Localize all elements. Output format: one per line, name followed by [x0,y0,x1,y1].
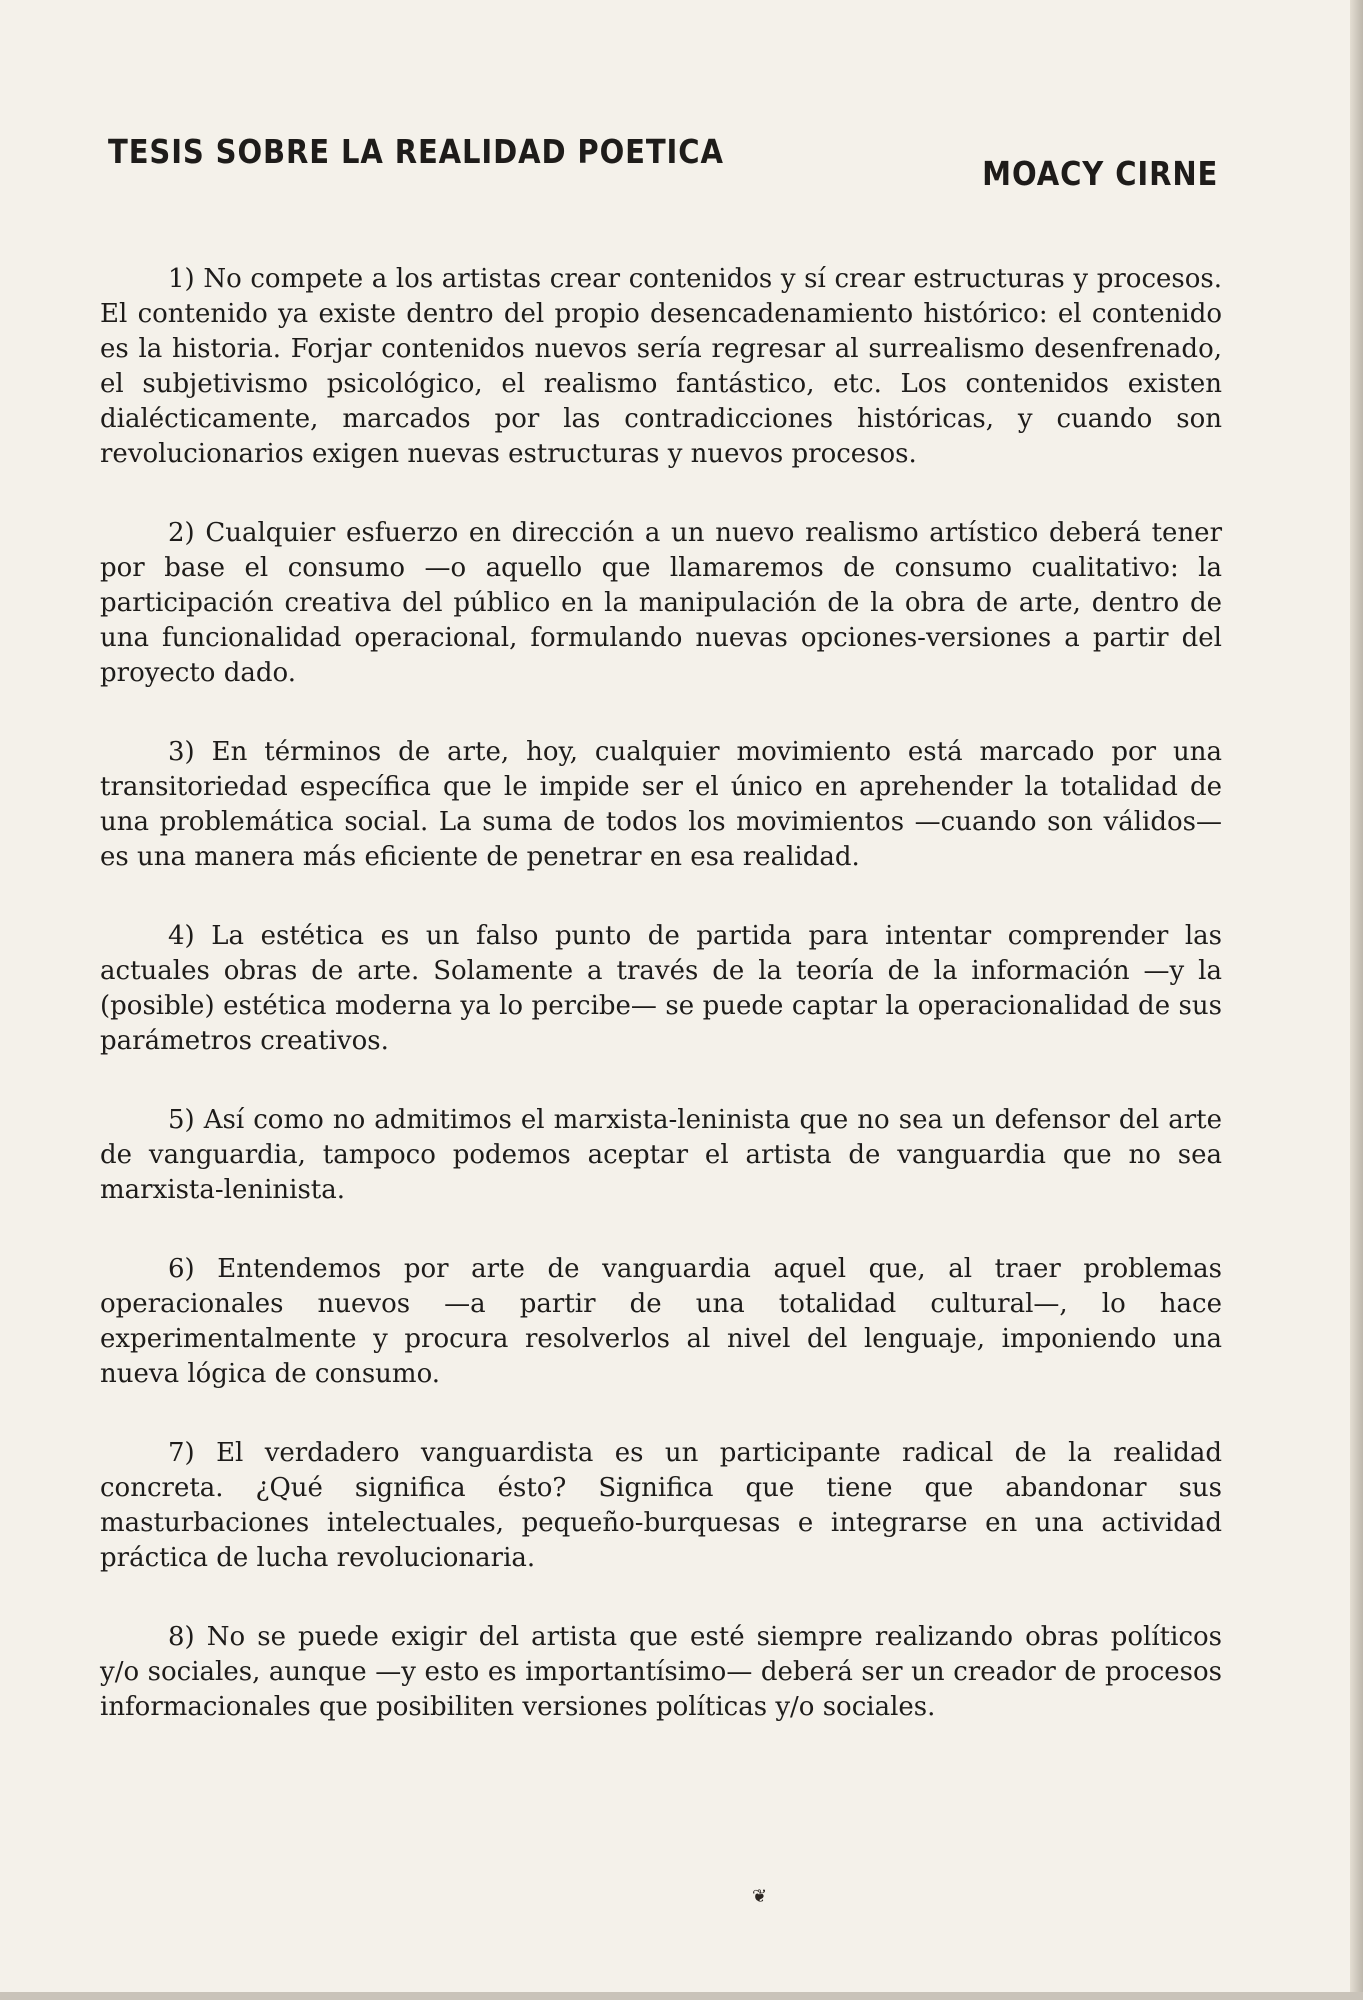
thesis-2 [100,516,1222,691]
ink-spot-mark: ❦ [752,1886,768,1907]
thesis-7 [100,1436,1222,1576]
thesis-text: No compete a los artistas crear contenidos y sí crear estructuras y procesos. El contenido ya existe dentro del propio desencadenamiento histórico: el contenido es la historia. Forjar contenidos nuevos sería regresar al surrealismo desenfrenado, el subjetivismo psicológico, el realismo fantástico, etc. Los contenidos existen dialécticamente, marcados por las contradicciones históricas, y cuando son revolucionarios exigen nuevas estructuras y nuevos procesos. [100,264,1222,469]
thesis-text: Cualquier esfuerzo en dirección a un nuevo realismo artístico deberá tener por base el consumo —o aquello que llamaremos de consumo cualitativo: la participación creativa del público en la manipulación de la obra de arte, dentro de una funcionalidad operacional, formulando nuevas opciones-versiones a partir del proyecto dado. [100,518,1223,688]
thesis-number: 4) [168,921,195,951]
thesis-text: No se puede exigir del artista que esté siempre realizando obras políticos y/o sociales, aunque —y esto es importantísimo— deberá ser un creador de procesos informacionales que posibiliten versiones políticas y/o sociales. [100,1622,1222,1722]
thesis-1 [100,262,1222,472]
thesis-number: 8) [168,1622,195,1652]
thesis-number: 3) [168,737,195,767]
author-name: MOACY CIRNE [981,154,1218,193]
thesis-text: La estética es un falso punto de partida para intentar comprender las actuales obras de arte. Solamente a través de la teoría de la información —y la (posible) estética moderna ya lo percibe— se puede captar la operacionalidad de sus parámetros creativos. [100,921,1223,1056]
thesis-6 [100,1252,1222,1392]
page-header [108,132,1218,192]
thesis-text: En términos de arte, hoy, cualquier movimiento está marcado por una transitoriedad específica que le impide ser el único en aprehender la totalidad de una problemática social. La suma de todos los movimientos —cuando son válidos— es una manera más eficiente de penetrar en esa realidad. [100,737,1223,872]
paper-bottom-edge [0,1992,1363,2000]
thesis-text: Así como no admitimos el marxista-leninista que no sea un defensor del arte de vanguardia, tampoco podemos aceptar el artista de vanguardia que no sea marxista-leninista. [100,1105,1223,1205]
document-title: TESIS SOBRE LA REALIDAD POETICA [108,132,724,171]
thesis-3 [100,735,1222,875]
thesis-number: 1) [168,264,195,294]
thesis-number: 5) [168,1105,195,1135]
thesis-text: El verdadero vanguardista es un participante radical de la realidad concreta. ¿Qué significa ésto? Significa que tiene que abandonar sus masturbaciones intelectuales, pequeño-burquesas e integrarse en una actividad práctica de lucha revolucionaria. [100,1438,1222,1573]
thesis-number: 6) [168,1254,195,1284]
thesis-number: 7) [168,1438,195,1468]
thesis-5 [100,1103,1222,1208]
thesis-8 [100,1620,1222,1725]
thesis-number: 2) [168,518,195,548]
paper-right-edge [1350,0,1363,2000]
theses-list [100,262,1222,1769]
thesis-4 [100,919,1222,1059]
thesis-text: Entendemos por arte de vanguardia aquel que, al traer problemas operacionales nuevos —a partir de una totalidad cultural—, lo hace experimentalmente y procura resolverlos al nivel del lenguaje, imponiendo una nueva lógica de consumo. [100,1254,1223,1389]
